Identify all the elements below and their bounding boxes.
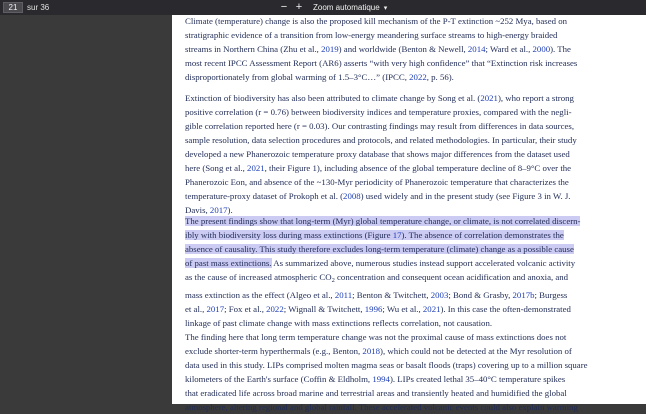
text-line (185, 270, 635, 288)
text-run: absence of causality. This study therefore excludes long-term temperature (climate) change as a possible cause (185, 244, 574, 254)
text-line (185, 14, 635, 28)
page-count-label: sur 36 (27, 3, 50, 12)
citation-link[interactable]: 2022 (409, 72, 427, 82)
text-run: developed a new Phanerozoic temperature proxy database that shows major differences from the dataset used (185, 149, 570, 159)
text-run: ; Wignall & Twitchett, (283, 304, 365, 314)
text-run: that eradicated life across broad marine and terrestrial areas and transiently heated and humidified the global (185, 388, 567, 398)
text-run: Phanerozoic Eon, and absence of the ~130-Myr periodicity of Phanerozoic temperature that characterizes the (185, 177, 569, 187)
text-run: temperature-proxy dataset of Prokoph et al. ( (185, 191, 344, 201)
text-run: Davis, (185, 205, 210, 215)
text-run: ). The absence of correlation demonstrates the (401, 230, 564, 240)
text-run: stratigraphic evidence of a transition from low-energy meandering surface streams to high-energy braided (185, 30, 558, 40)
text-line (185, 214, 635, 228)
text-run: ; Ward et al., (485, 44, 533, 54)
citation-link[interactable]: 2014 (467, 44, 486, 54)
text-line (185, 91, 635, 105)
text-line (185, 105, 635, 119)
text-run: The present findings show that long-term (Myr) global temperature change, or climate, is not correlated discern- (185, 216, 581, 226)
text-line (185, 175, 635, 189)
zoom-out-button[interactable]: − (280, 1, 288, 13)
text-run: disproportionately from global warming of 1.5–3°C…” (IPCC, (185, 72, 410, 82)
text-run: ; Wu et al., (382, 304, 423, 314)
text-run: concentration and consequent ocean acidification and anoxia, and (334, 272, 569, 282)
text-run: atmosphere, altering regional and global rainfall. These accelerated volcanic events could also explain warming (185, 402, 578, 412)
pdf-toolbar (0, 0, 646, 15)
text-run: Climate (temperature) change is also the proposed kill mechanism of the P-T extinction ~252 Mya, based on (185, 16, 568, 26)
zoom-in-button[interactable]: + (295, 1, 303, 13)
text-line (185, 228, 635, 242)
text-run: Extinction of biodiversity has also been attributed to climate change by Song et al. ( (185, 93, 481, 103)
text-line (185, 28, 635, 42)
pdf-page (172, 15, 646, 412)
text-run: ). The (550, 44, 571, 54)
chevron-down-icon: ▾ (383, 5, 388, 12)
text-run: ) used widely and in the present study (see Figure 3 in W. J. (360, 191, 571, 201)
citation-link[interactable]: 2021 (247, 163, 265, 173)
citation-link[interactable]: 2017 (209, 205, 228, 215)
text-run: , p. 56). (426, 72, 454, 82)
citation-link[interactable]: 2022 (266, 304, 284, 314)
text-run: ), who report a strong (497, 93, 574, 103)
text-line (185, 400, 635, 414)
text-run: ) and worldwide (Benton & Newell, (338, 44, 468, 54)
paragraph-3 (185, 214, 635, 330)
text-line (185, 316, 635, 330)
text-line (185, 242, 635, 256)
text-run: most recent IPCC Assessment Report (AR6) asserts “with very high confidence” that “Extinction risk increases (185, 58, 578, 68)
text-run: data used in this study. LIPs comprised molten magma seas or basalt floods (traps) covering up to a million square (185, 360, 588, 370)
text-run: ; Fox et al., (224, 304, 267, 314)
text-line (185, 119, 635, 133)
text-run: streams in Northern China (Zhu et al., (185, 44, 322, 54)
text-run: positive correlation (r = 0.76) between biodiversity indices and temperature proxies, compared with the negli- (185, 107, 572, 117)
text-line (185, 70, 635, 84)
text-run: mass extinction as the effect (Algeo et al., (185, 290, 335, 300)
text-run: here (Song et al., (185, 163, 248, 173)
text-run: et al., (185, 304, 207, 314)
citation-link[interactable]: 2021 (422, 304, 441, 314)
text-run: ; Burgess (534, 290, 568, 300)
citation-link[interactable]: 2003 (430, 290, 449, 300)
text-line (185, 358, 635, 372)
text-run: of past mass extinctions. (185, 258, 272, 268)
page-number-input[interactable] (3, 2, 23, 13)
text-run: linkage of past climate change with mass extinctions reflects correlation, not causation. (185, 318, 493, 328)
paragraph-2 (185, 91, 635, 217)
text-line (185, 372, 635, 386)
text-line (185, 330, 635, 344)
text-run: ). LIPs created lethal 35–40°C temperature spikes (389, 374, 566, 384)
citation-link[interactable]: 2017 (206, 304, 225, 314)
citation-link[interactable]: 2000 (532, 44, 551, 54)
citation-link[interactable]: 2011 (334, 290, 353, 300)
text-run: sample resolution, data selection procedures and protocols, and related methodologies. In particular, their study (185, 135, 577, 145)
text-run: kilometers of the Earth's surface (Coffin & Eldholm, (185, 374, 373, 384)
text-line (185, 133, 635, 147)
text-line (185, 147, 635, 161)
text-run: exclude shorter-term hyperthermals (e.g., Benton, (185, 346, 363, 356)
text-line (185, 256, 635, 270)
text-run: The finding here that long term temperature change was not the proximal cause of mass extinctions does not (185, 332, 567, 342)
text-line (185, 288, 635, 302)
text-line (185, 42, 635, 56)
citation-link[interactable]: 17 (392, 230, 402, 240)
text-line (185, 189, 635, 203)
zoom-select-label: Zoom automatique (313, 3, 380, 12)
text-line (185, 386, 635, 400)
citation-link[interactable]: 2017b (512, 290, 535, 300)
citation-link[interactable]: 2021 (480, 93, 498, 103)
text-run: as the cause of increased atmospheric CO (185, 272, 332, 282)
text-line (185, 56, 635, 70)
text-run: ). In this case the often-demonstrated (440, 304, 571, 314)
text-line (185, 302, 635, 316)
text-run: gible correlation reported here (r = 0.03). Our contrasting findings may result from differences in data sources, (185, 121, 575, 131)
text-run: ibly with biodiversity loss during mass extinctions (Figure (185, 230, 393, 240)
paragraph-4 (185, 330, 635, 414)
paragraph-1 (185, 14, 635, 84)
citation-link[interactable]: 2019 (321, 44, 339, 54)
citation-link[interactable]: 1996 (364, 304, 383, 314)
subscript: 2 (331, 277, 335, 284)
text-run: ), which could not be detected at the Myr resolution of (380, 346, 572, 356)
text-line (185, 161, 635, 175)
citation-link[interactable]: 2018 (362, 346, 381, 356)
text-line (185, 344, 635, 358)
zoom-select[interactable] (313, 2, 387, 13)
citation-link[interactable]: 1994 (372, 374, 390, 384)
text-run: ). (227, 205, 233, 215)
text-run: ; Bond & Grasby, (448, 290, 513, 300)
citation-link[interactable]: 2008 (343, 191, 361, 201)
text-run: ; Benton & Twitchett, (352, 290, 431, 300)
text-run: As summarized above, numerous studies instead support accelerated volcanic activity (271, 258, 576, 268)
text-run: , their Figure 1), including absence of the global temperature decline of 8–9°C over the (264, 163, 572, 173)
